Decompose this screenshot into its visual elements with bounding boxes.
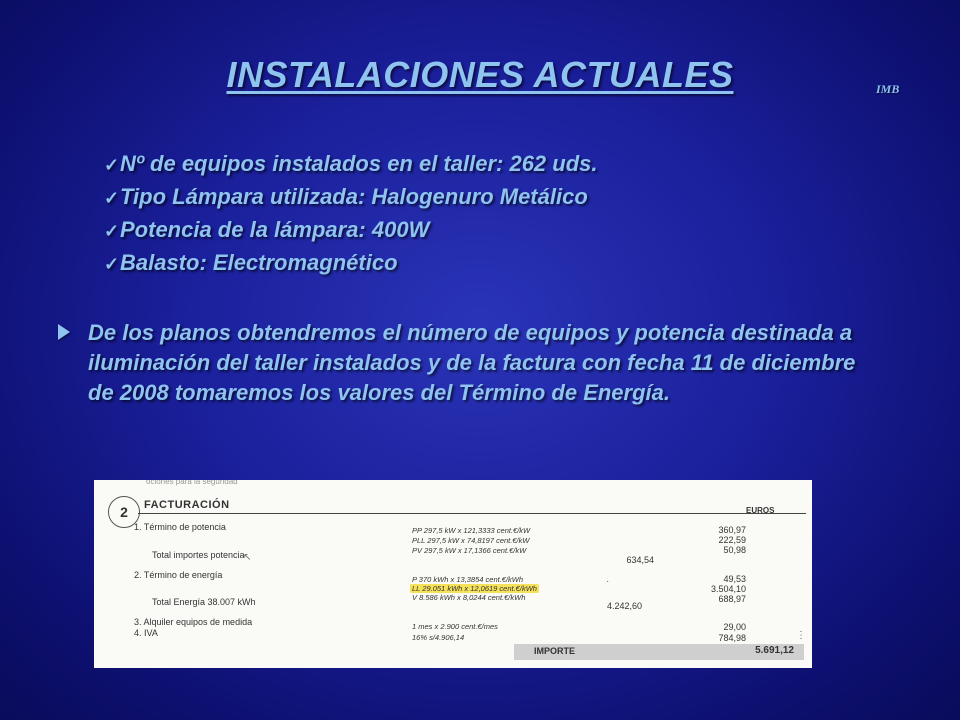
- total-potencia-value: 634,54: [626, 555, 654, 565]
- dot-mark-icon: ·: [606, 576, 610, 587]
- slide-title: INSTALACIONES ACTUALES: [226, 54, 734, 95]
- importe-value: 5.691,12: [755, 645, 794, 656]
- paragraph-text: De los planos obtendremos el número de equipos y potencia destinada a iluminación del taller instalados y de la factura con fecha 11 de diciembre de 2008 tomaremos los valores del Término de Energía.: [88, 320, 856, 405]
- check-item: [104, 214, 598, 247]
- energia-label: 2. Término de energía: [134, 570, 223, 580]
- section-number: 2: [108, 496, 140, 528]
- potencia-line: PV 297,5 kW x 17,1366 cent.€/kW: [412, 546, 527, 555]
- checkmark-icon: ✓: [104, 254, 120, 274]
- currency-header: EUROS: [746, 506, 775, 515]
- check-item: [104, 247, 598, 280]
- potencia-value: 360,97: [718, 525, 746, 535]
- invoice-faint-header: ociones para la seguridad: [146, 480, 238, 486]
- check-item-text: Nº de equipos instalados en el taller: 262 uds.: [120, 151, 598, 176]
- iva-label: 4. IVA: [134, 628, 158, 638]
- alquiler-label: 3. Alquiler equipos de medida: [134, 617, 253, 627]
- potencia-label: 1. Término de potencia: [134, 522, 226, 532]
- total-potencia-label: Total importes potencia: [152, 550, 245, 560]
- alquiler-line: 1 mes x 2.900 cent.€/mes: [412, 622, 498, 631]
- energia-value: 49,53: [723, 574, 746, 584]
- checkmark-icon: ✓: [104, 155, 120, 175]
- invoice-image: [94, 480, 812, 668]
- corner-tag: IMB: [876, 82, 900, 96]
- dotted-circle-icon: ⋮: [796, 630, 806, 641]
- checkmark-icon: ✓: [104, 188, 120, 208]
- potencia-line: PLL 297,5 kW x 74,8197 cent.€/kW: [412, 536, 530, 545]
- check-item: [104, 181, 598, 214]
- alquiler-value: 29,00: [723, 622, 746, 632]
- iva-line: 16% s/4.906,14: [412, 633, 465, 642]
- bullet-paragraph: [58, 318, 858, 408]
- checkmark-icon: ✓: [104, 221, 120, 241]
- iva-value: 784,98: [718, 633, 746, 643]
- total-energia-value: 4.242,60: [606, 601, 642, 611]
- potencia-line: PP 297,5 kW x 121,3333 cent.€/kW: [412, 526, 531, 535]
- potencia-value: 50,98: [723, 545, 746, 555]
- energia-value: 3.504,10: [710, 584, 746, 594]
- check-item-text: Tipo Lámpara utilizada: Halogenuro Metálico: [120, 184, 588, 209]
- divider: [138, 513, 806, 514]
- check-list: [104, 148, 598, 280]
- cursor-mark-icon: ↖: [243, 552, 252, 563]
- energia-line-highlighted: LL 29.051 kWh x 12,0619 cent.€/kWh: [412, 584, 537, 593]
- check-item-text: Potencia de la lámpara: 400W: [120, 217, 430, 242]
- section-title: FACTURACIÓN: [144, 499, 230, 511]
- check-item: [104, 148, 598, 181]
- arrow-bullet-icon: [58, 324, 70, 340]
- energia-value: 688,97: [718, 594, 746, 604]
- potencia-value: 222,59: [718, 535, 746, 545]
- energia-line: P 370 kWh x 13,3854 cent.€/kWh: [412, 575, 524, 584]
- importe-label: IMPORTE: [534, 646, 576, 656]
- total-energia-label: Total Energía 38.007 kWh: [152, 597, 256, 607]
- energia-line: V 8.586 kWh x 8,0244 cent.€/kWh: [412, 593, 526, 602]
- check-item-text: Balasto: Electromagnético: [120, 250, 398, 275]
